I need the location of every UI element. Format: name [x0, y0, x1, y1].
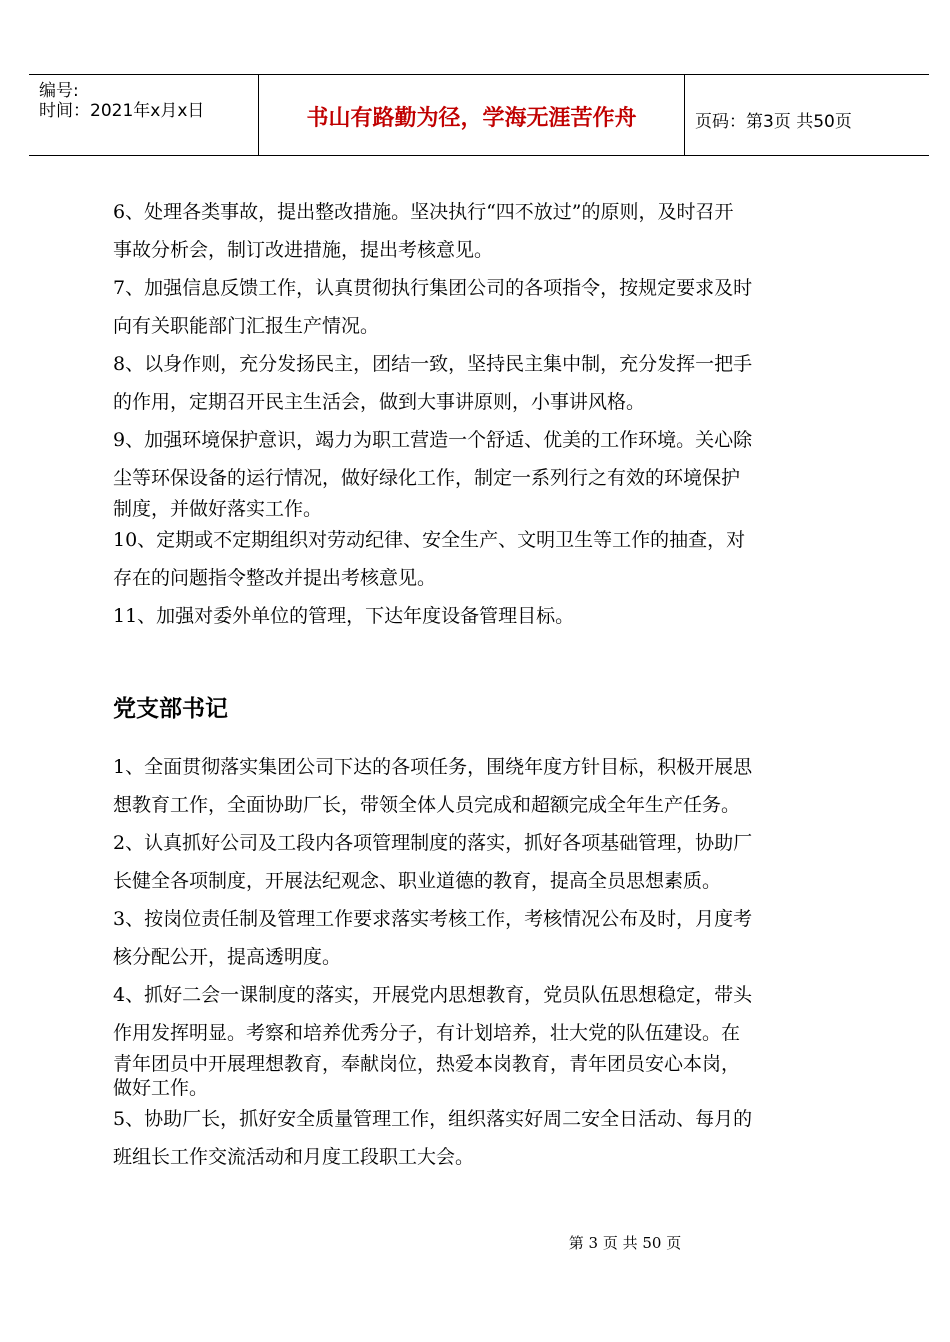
paragraph-line: 3、按岗位责任制及管理工作要求落实考核工作，考核情况公布及时，月度考: [113, 908, 753, 930]
time-label: 时间：2021年x月x日: [39, 101, 205, 121]
paragraph-line: 长健全各项制度，开展法纪观念、职业道德的教育，提高全员思想素质。: [113, 870, 722, 892]
paragraph-line: 的作用，定期召开民主生活会，做到大事讲原则，小事讲风格。: [113, 391, 646, 413]
header-motto: 书山有路勤为径，学海无涯苦作舟: [306, 106, 637, 131]
paragraph-line: 1、全面贯彻落实集团公司下达的各项任务，围绕年度方针目标，积极开展思: [113, 756, 753, 778]
paragraph-line: 2、认真抓好公司及工段内各项管理制度的落实，抓好各项基础管理，协助厂: [113, 832, 753, 854]
paragraph-line: 班组长工作交流活动和月度工段职工大会。: [113, 1146, 475, 1168]
paragraph-line: 5、协助厂长，抓好安全质量管理工作，组织落实好周二安全日活动、每月的: [113, 1108, 753, 1130]
paragraph-line: 7、加强信息反馈工作，认真贯彻执行集团公司的各项指令，按规定要求及时: [113, 277, 753, 299]
paragraph-line: 8、以身作则，充分发扬民主，团结一致，坚持民主集中制，充分发挥一把手: [113, 353, 753, 375]
header-page-label: 页码：第3页 共50页: [695, 112, 852, 132]
paragraph-line: 11、加强对委外单位的管理，下达年度设备管理目标。: [113, 605, 575, 627]
page-footer: [0, 1232, 950, 1253]
paragraph-line: 做好工作。: [113, 1077, 209, 1099]
paragraph-line: 尘等环保设备的运行情况，做好绿化工作，制定一系列行之有效的环境保护: [113, 467, 741, 489]
page-header: [29, 74, 929, 156]
code-label: 编号:: [39, 81, 79, 101]
footer-page-number: 第 3 页 共 50 页: [568, 1234, 682, 1252]
paragraph-line: 想教育工作，全面协助厂长，带领全体人员完成和超额完成全年生产任务。: [113, 794, 741, 816]
paragraph-line: 10、定期或不定期组织对劳动纪律、安全生产、文明卫生等工作的抽查，对: [113, 529, 746, 551]
paragraph-line: 青年团员中开展理想教育，奉献岗位，热爱本岗教育，青年团员安心本岗，: [113, 1053, 741, 1075]
paragraph-line: 作用发挥明显。考察和培养优秀分子，有计划培养，壮大党的队伍建设。在: [113, 1022, 741, 1044]
paragraph-line: 4、抓好二会一课制度的落实，开展党内思想教育，党员队伍思想稳定，带头: [113, 984, 753, 1006]
paragraph-line: 存在的问题指令整改并提出考核意见。: [113, 567, 437, 589]
paragraph-line: 向有关职能部门汇报生产情况。: [113, 315, 380, 337]
duty-list-top: [113, 193, 853, 635]
paragraph-line: 9、加强环境保护意识，竭力为职工营造一个舒适、优美的工作环境。关心除: [113, 429, 753, 451]
header-meta: [39, 81, 204, 121]
paragraph-line: 事故分析会，制订改进措施，提出考核意见。: [113, 239, 494, 261]
paragraph-line: 核分配公开，提高透明度。: [113, 946, 342, 968]
header-divider: [684, 75, 685, 155]
paragraph-line: 制度，并做好落实工作。: [113, 498, 323, 520]
duty-list-bottom: [113, 748, 853, 1176]
paragraph-line: 6、处理各类事故，提出整改措施。坚决执行“四不放过”的原则，及时召开: [113, 201, 734, 223]
section-title: 党支部书记: [113, 696, 228, 722]
